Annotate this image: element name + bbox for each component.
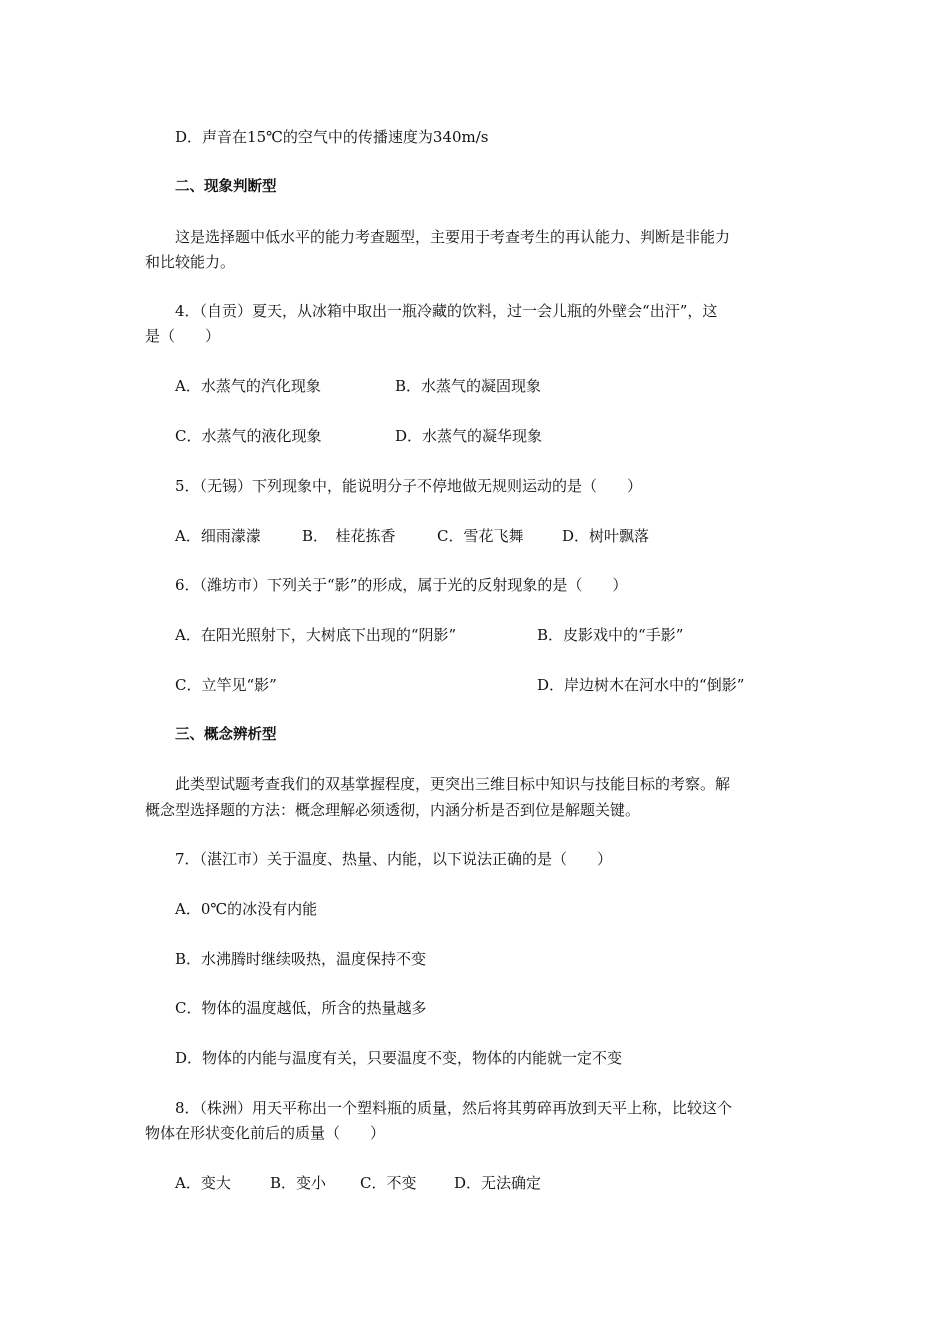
option: A．变大 xyxy=(175,1174,231,1192)
paragraph: 这是选择题中低水平的能力考查题型，主要用于考查考生的再认能力、判断是非能力 xyxy=(175,228,731,246)
option: C．雪花飞舞 xyxy=(437,527,524,545)
option: B．皮影戏中的“手影” xyxy=(537,626,684,644)
option: D．水蒸气的凝华现象 xyxy=(395,427,543,445)
option: C．物体的温度越低，所含的热量越多 xyxy=(175,999,427,1017)
option: D．树叶飘落 xyxy=(562,527,650,545)
option: B．水沸腾时继续吸热，温度保持不变 xyxy=(175,950,427,968)
option: A．在阳光照射下，大树底下出现的“阴影” xyxy=(175,626,457,644)
option: A．细雨濛濛 xyxy=(175,527,261,545)
question: 7．（湛江市）关于温度、热量、内能，以下说法正确的是（ ） xyxy=(175,850,613,868)
question: 6．（潍坊市）下列关于“影”的形成，属于光的反射现象的是（ ） xyxy=(175,576,628,594)
option: A．水蒸气的汽化现象 xyxy=(175,377,321,395)
paragraph: 此类型试题考查我们的双基掌握程度，更突出三维目标中知识与技能目标的考察。解 xyxy=(175,775,731,793)
option: D．无法确定 xyxy=(454,1174,542,1192)
section-heading: 二、现象判断型 xyxy=(175,179,277,195)
option: C．立竿见“影” xyxy=(175,676,277,694)
question: 4．（自贡）夏天，从冰箱中取出一瓶冷藏的饮料，过一会儿瓶的外壁会“出汗”，这 xyxy=(175,302,718,320)
option: D．物体的内能与温度有关，只要温度不变，物体的内能就一定不变 xyxy=(175,1049,623,1067)
section-heading: 三、概念辨析型 xyxy=(175,727,277,743)
question: 5．（无锡）下列现象中，能说明分子不停地做无规则运动的是（ ） xyxy=(175,477,643,495)
question: 是（ ） xyxy=(145,327,221,345)
option: B．变小 xyxy=(270,1174,327,1192)
option: D．岸边树木在河水中的“倒影” xyxy=(537,676,745,694)
option: B．水蒸气的凝固现象 xyxy=(395,377,542,395)
option: B． 桂花拣香 xyxy=(302,527,396,545)
option: C．不变 xyxy=(360,1174,417,1192)
option: C．水蒸气的液化现象 xyxy=(175,427,322,445)
paragraph: 和比较能力。 xyxy=(145,253,236,271)
paragraph: 概念型选择题的方法：概念理解必须透彻，内涵分析是否到位是解题关键。 xyxy=(145,801,641,819)
option: A．0℃的冰没有内能 xyxy=(175,900,318,918)
question: 8．（株洲）用天平称出一个塑料瓶的质量，然后将其剪碎再放到天平上称，比较这个 xyxy=(175,1099,733,1117)
option-d: D．声音在15℃的空气中的传播速度为340m/s xyxy=(175,128,489,146)
question: 物体在形状变化前后的质量（ ） xyxy=(145,1124,386,1142)
